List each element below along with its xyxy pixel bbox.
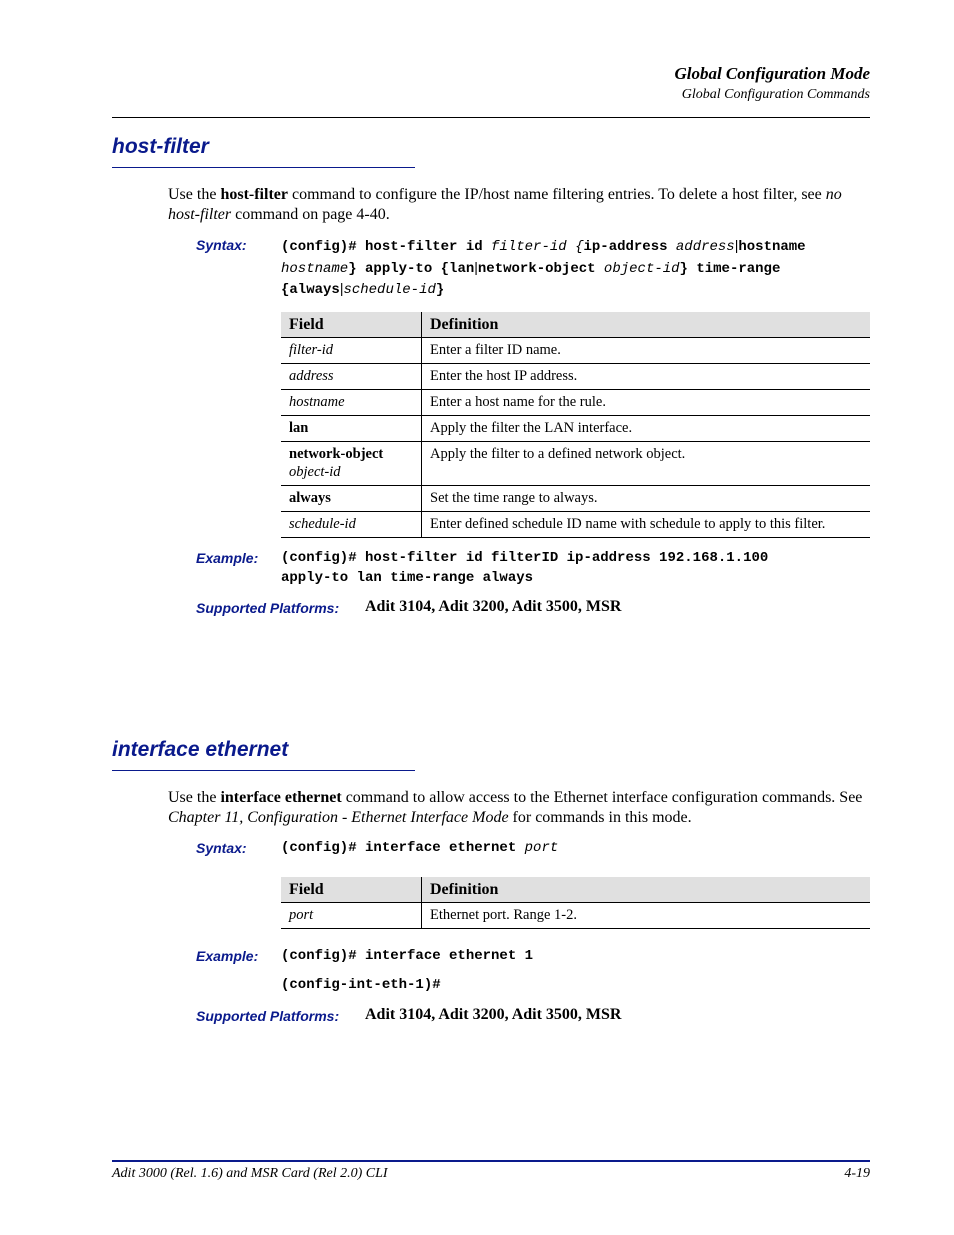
supported-platforms-label: Supported Platforms: [196, 1008, 340, 1024]
column-header-definition: Definition [422, 312, 871, 338]
definition-cell: Enter defined schedule ID name with schedule to apply to this filter. [422, 512, 871, 538]
field-name: network-object [289, 446, 384, 462]
syntax-code [281, 236, 870, 301]
syntax-param: filter-id [491, 239, 567, 255]
definition-cell: Enter a filter ID name. [422, 338, 871, 364]
field-name: always [289, 490, 331, 506]
section-rule [112, 770, 415, 771]
intro-reference: Chapter 11, Configuration - Ethernet Interface Mode [168, 809, 509, 826]
field-cell [281, 390, 422, 416]
running-header-subtitle: Global Configuration Commands [681, 87, 870, 102]
syntax-param: address [667, 239, 735, 255]
intro-text: command to allow access to the Ethernet interface configuration commands. See [341, 789, 863, 806]
table-header-row [281, 312, 870, 338]
field-name: filter-id [289, 342, 334, 358]
example-line: apply-to lan time-range always [281, 569, 534, 586]
syntax-param: object-id [595, 260, 680, 277]
intro-text: for commands in this mode. [508, 809, 692, 826]
section-intro [168, 185, 870, 225]
intro-command: host-filter [220, 186, 288, 203]
column-header-field: Field [281, 877, 422, 903]
table-row [281, 442, 870, 486]
syntax-param: hostname [281, 260, 349, 277]
syntax-part: ip-address [583, 239, 668, 255]
field-cell [281, 416, 422, 442]
syntax-part: {always [281, 282, 340, 298]
syntax-pipe: | [474, 258, 478, 275]
field-name: lan [289, 420, 309, 436]
syntax-part: } apply-to { [348, 260, 450, 277]
intro-text: command on page 4-40. [231, 206, 390, 223]
example-code [281, 549, 870, 588]
table-row [281, 390, 870, 416]
definition-cell: Enter a host name for the rule. [422, 390, 871, 416]
intro-command: interface ethernet [220, 789, 342, 806]
footer-document-title: Adit 3000 (Rel. 1.6) and MSR Card (Rel 2.0) CLI [112, 1166, 388, 1181]
column-header-field: Field [281, 312, 422, 338]
definition-table [281, 877, 870, 929]
section-intro [168, 788, 870, 828]
supported-platforms-label: Supported Platforms: [196, 600, 340, 616]
definition-cell: Enter the host IP address. [422, 364, 871, 390]
syntax-pipe: | [339, 280, 344, 296]
syntax-part: } [435, 282, 445, 298]
table-row [281, 903, 870, 929]
footer-rule [112, 1160, 870, 1162]
field-param: object-id [289, 464, 341, 480]
syntax-part: hostname [738, 239, 806, 255]
syntax-part: (config)# interface ethernet [281, 840, 525, 856]
header-rule [112, 117, 870, 118]
syntax-label: Syntax: [196, 840, 247, 856]
example-line: (config)# host-filter id filterID ip-address 192.168.1.100 [281, 550, 769, 566]
field-cell [281, 903, 422, 929]
field-name: port [289, 907, 314, 923]
table-row [281, 416, 870, 442]
field-cell [281, 442, 422, 486]
syntax-part: network-object [477, 260, 596, 277]
intro-text: command to configure the IP/host name filtering entries. To delete a host filter, see [287, 186, 826, 203]
definition-cell: Apply the filter to a defined network object. [422, 442, 871, 486]
table-header-row [281, 877, 870, 903]
field-cell [281, 338, 422, 364]
intro-text: Use the [168, 186, 221, 203]
running-header-title: Global Configuration Mode [674, 64, 870, 83]
table-row [281, 486, 870, 512]
definition-cell: Ethernet port. Range 1-2. [422, 903, 871, 929]
syntax-pipe: | [734, 237, 739, 253]
table-row [281, 364, 870, 390]
example-label: Example: [196, 550, 259, 566]
supported-platforms-list: Adit 3104, Adit 3200, Adit 3500, MSR [365, 598, 622, 615]
syntax-part: (config)# host-filter id [281, 239, 492, 255]
example-label: Example: [196, 948, 259, 964]
syntax-label: Syntax: [196, 237, 247, 253]
syntax-code [281, 839, 870, 859]
footer-page-number: 4-19 [844, 1166, 870, 1181]
definition-cell: Apply the filter the LAN interface. [422, 416, 871, 442]
syntax-part: { [566, 239, 584, 255]
example-code [281, 976, 870, 996]
syntax-part: } time-range [679, 260, 781, 277]
supported-platforms-list: Adit 3104, Adit 3200, Adit 3500, MSR [365, 1006, 622, 1023]
section-title-interface-ethernet: interface ethernet [112, 738, 289, 761]
syntax-part: lan [449, 260, 475, 277]
syntax-param: port [524, 840, 559, 856]
example-line: (config)# interface ethernet 1 [281, 948, 534, 964]
definition-table [281, 312, 870, 538]
example-code [281, 947, 870, 967]
field-cell [281, 364, 422, 390]
definition-cell: Set the time range to always. [422, 486, 871, 512]
field-name: schedule-id [289, 516, 356, 532]
intro-reference: no host-filter [168, 186, 842, 223]
intro-text: Use the [168, 789, 221, 806]
field-name: hostname [289, 394, 345, 410]
example-line: (config-int-eth-1)# [281, 977, 441, 993]
column-header-definition: Definition [422, 877, 871, 903]
field-cell [281, 512, 422, 538]
field-name: address [289, 368, 334, 384]
syntax-param: schedule-id [343, 282, 436, 298]
section-title-host-filter: host-filter [112, 135, 209, 158]
field-cell [281, 486, 422, 512]
table-row [281, 512, 870, 538]
table-row [281, 338, 870, 364]
section-rule [112, 167, 415, 168]
